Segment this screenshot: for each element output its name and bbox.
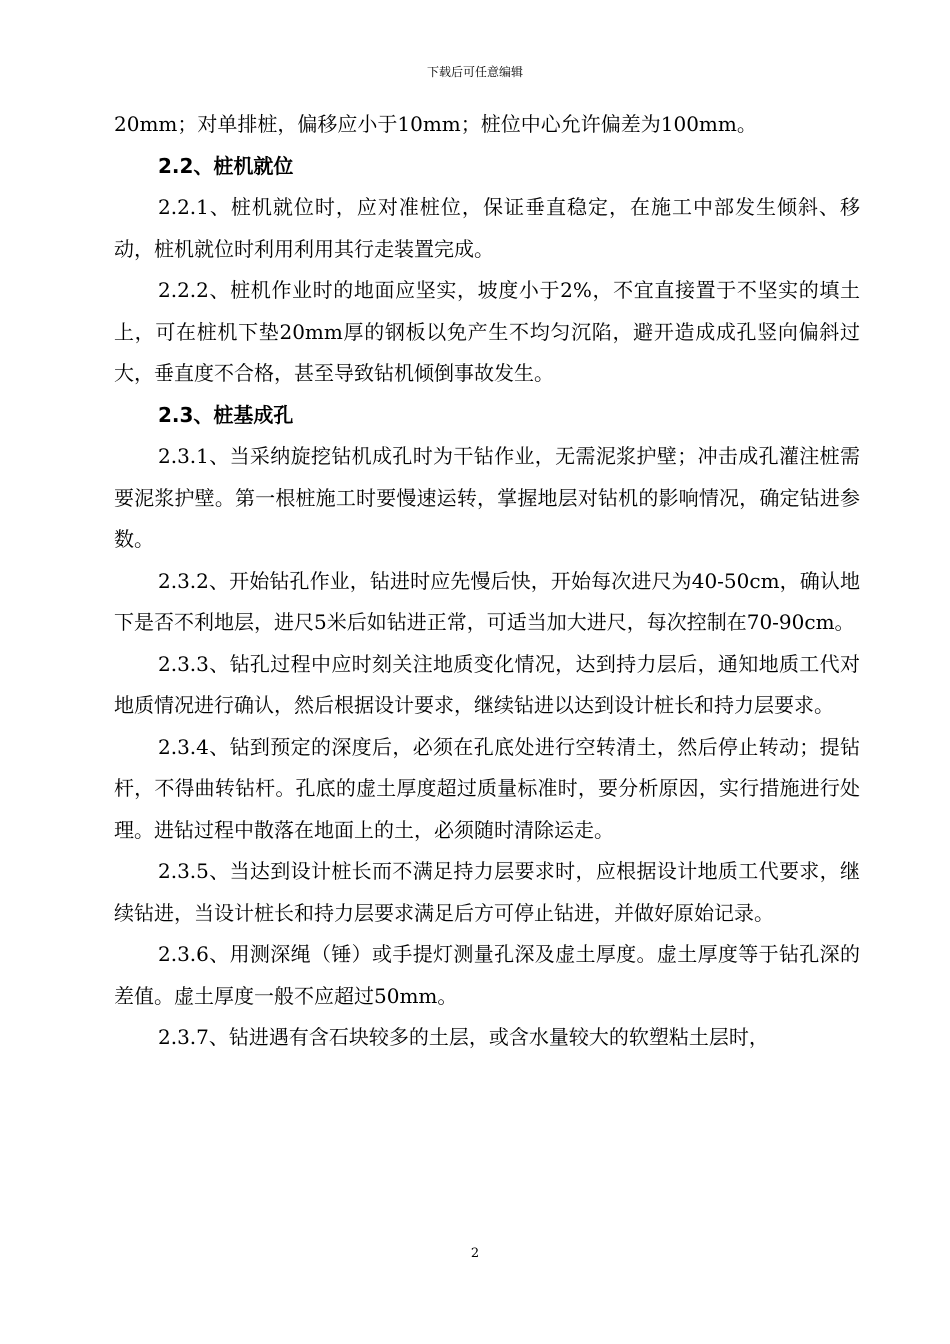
- body-paragraph: 2.3.4、钻到预定的深度后，必须在孔底处进行空转清土，然后停止转动；提钻杆，不得曲转钻杆。孔底的虚土厚度超过质量标准时，要分析原因，实行措施进行处理。进钻过程中散落在地面上的土，必须随时清除运走。: [114, 734, 860, 842]
- page-number: 2: [470, 1246, 480, 1261]
- body-paragraph: 2.3.1、当采纳旋挖钻机成孔时为干钻作业，无需泥浆护壁；冲击成孔灌注桩需要泥浆护壁。第一根桩施工时要慢速运转，掌握地层对钻机的影响情况，确定钻进参数。: [114, 444, 860, 551]
- body-paragraph: 2.2.2、桩机作业时的地面应坚实，坡度小于2%，不宜直接置于不坚实的填土上，可在桩机下垫20mm厚的钢板以免产生不均匀沉陷，避开造成成孔竖向偏斜过大，垂直度不合格，甚至导致钻机倾倒事故发生。: [114, 278, 860, 385]
- body-paragraph: 2.3.6、用测深绳（锤）或手提灯测量孔深及虚土厚度。虚土厚度等于钻孔深的差值。虚土厚度一般不应超过50mm。: [114, 942, 860, 1008]
- section-heading: 2.2、桩机就位: [158, 153, 294, 178]
- body-paragraph: 20mm；对单排桩，偏移应小于10mm；桩位中心允许偏差为100mm。: [114, 112, 757, 136]
- document-body: [114, 104, 860, 1059]
- page-header: 下载后可任意编辑: [426, 65, 523, 79]
- body-paragraph: 2.3.2、开始钻孔作业，钻进时应先慢后快，开始每次进尺为40-50cm，确认地下是否不利地层，进尺5米后如钻进正常，可适当加大进尺，每次控制在70-90cm。: [114, 568, 860, 634]
- body-paragraph: 2.3.5、当达到设计桩长而不满足持力层要求时，应根据设计地质工代要求，继续钻进，当设计桩长和持力层要求满足后方可停止钻进，并做好原始记录。: [114, 859, 860, 925]
- body-paragraph: 2.2.1、桩机就位时，应对准桩位，保证垂直稳定，在施工中部发生倾斜、移动，桩机就位时利用利用其行走装置完成。: [114, 195, 860, 261]
- body-paragraph: 2.3.7、钻进遇有含石块较多的土层，或含水量较大的软塑粘土层时，: [158, 1025, 769, 1049]
- body-paragraph: 2.3.3、钻孔过程中应时刻关注地质变化情况，达到持力层后，通知地质工代对地质情况进行确认，然后根据设计要求，继续钻进以达到设计桩长和持力层要求。: [114, 651, 860, 717]
- section-heading: 2.3、桩基成孔: [158, 402, 294, 427]
